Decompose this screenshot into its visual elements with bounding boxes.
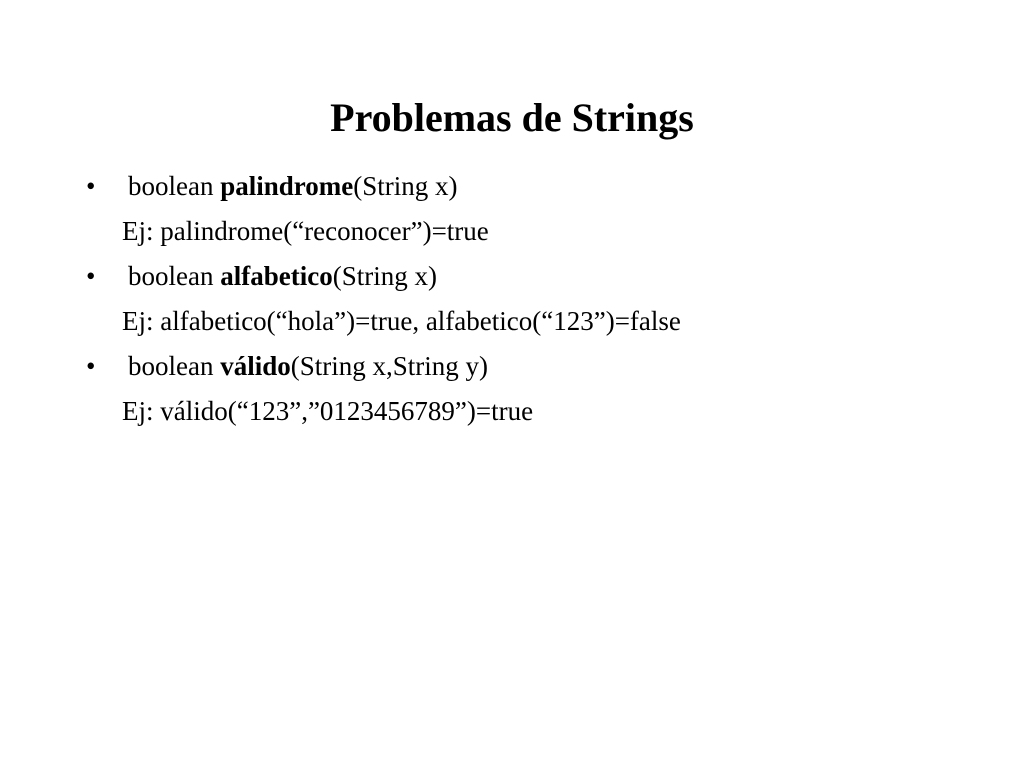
example-line: Ej: válido(“123”,”0123456789”)=true [122, 396, 534, 426]
function-signature [128, 168, 458, 204]
bullet-icon: • [86, 261, 96, 291]
parameters: (String x) [353, 171, 458, 201]
bullet-icon: • [86, 351, 96, 381]
return-type: boolean [128, 261, 221, 291]
parameters: (String x) [332, 261, 437, 291]
function-name: alfabetico [220, 261, 333, 291]
bullet-icon: • [86, 171, 96, 201]
function-name: válido [220, 351, 291, 381]
parameters: (String x,String y) [290, 351, 489, 381]
return-type: boolean [128, 171, 221, 201]
example-line: Ej: alfabetico(“hola”)=true, alfabetico(“123”)=false [122, 306, 681, 336]
example-line: Ej: palindrome(“reconocer”)=true [122, 216, 489, 246]
function-signature [128, 258, 437, 294]
function-signature [128, 348, 488, 384]
return-type: boolean [128, 351, 221, 381]
slide-title: Problemas de Strings [330, 95, 694, 140]
function-name: palindrome [220, 171, 354, 201]
